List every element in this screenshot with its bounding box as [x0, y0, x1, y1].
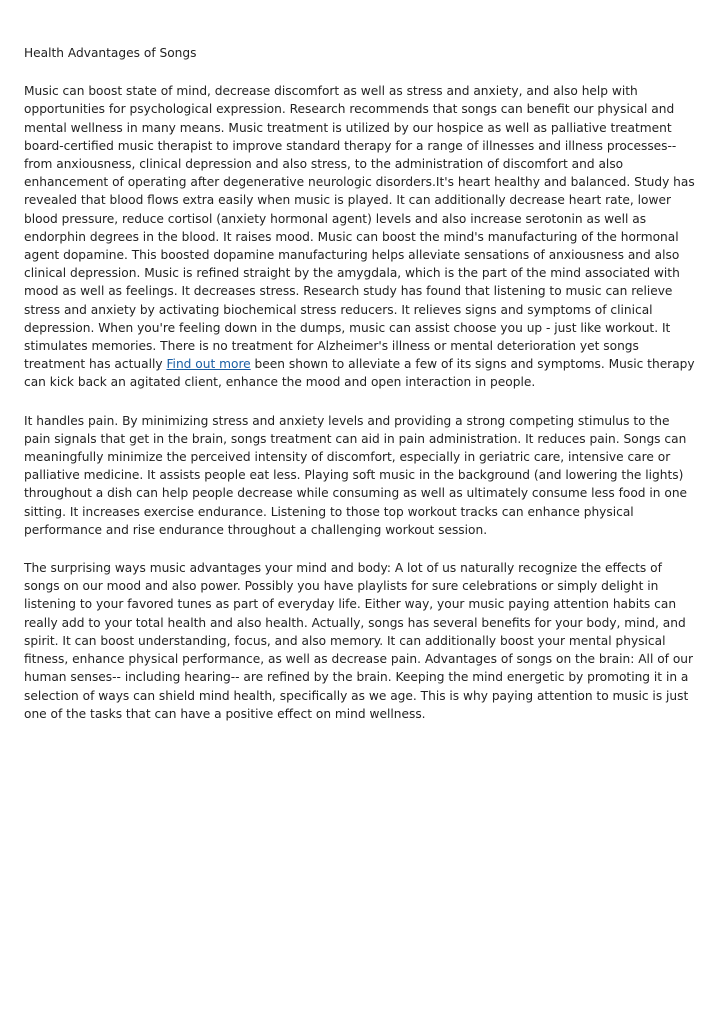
spacer [24, 392, 696, 412]
paragraph-3: The surprising ways music advantages your mind and body: A lot of us naturally recognize the effects of songs on our mood and also power. Possibly you have playlists for sure celebrations or simply delight in listening to your favored tunes as part of everyday life. Either way, your music paying attention habits can really add to your total health and also health. Actually, songs has several benefits for your body, mind, and spirit. It can boost understanding, focus, and also memory. It can additionally boost your mental physical fitness, enhance physical performance, as well as decrease pain. Advantages of songs on the brain: All of our human senses-- including hearing-- are refined by the brain. Keeping the mind energetic by promoting it in a selection of ways can shield mind health, specifically as we age. This is why paying attention to music is just one of the tasks that can have a positive effect on mind wellness. [24, 561, 694, 721]
paragraph-1 [24, 82, 696, 391]
spacer [24, 62, 696, 82]
document-title: Health Advantages of Songs [24, 46, 197, 60]
paragraph-1-text-end: been shown to alleviate a few of its signs and symptoms. Music therapy can kick back an agitated client, enhance the mood and open interaction in people. [24, 357, 695, 390]
find-out-more-link[interactable]: Find out more [166, 357, 251, 372]
paragraph-1-text-start: Music can boost state of mind, decrease discomfort as well as stress and anxiety, and also help with opportunities for psychological expression. Research recommends that songs can benefit our physical and mental wellness in many means. Music treatment is utilized by our hospice as well as palliative treatment board-certified music therapist to improve standard therapy for a range of illnesses and illness processes-- from anxiousness, clinical depression and also stress, to the administration of discomfort and also enhancement of operating after degenerative neurologic disorders.It's heart healthy and balanced. Study has revealed that blood flows extra easily when music is played. It can additionally decrease heart rate, lower blood pressure, reduce cortisol (anxiety hormonal agent) levels and also increase serotonin as well as endorphin degrees in the blood. It raises mood. Music can boost the mind's manufacturing of the hormonal agent dopamine. This boosted dopamine manufacturing helps alleviate sensations of anxiousness and also clinical depression. Music is refined straight by the amygdala, which is the part of the mind associated with mood as well as feelings. It decreases stress. Research study has found that listening to music can relieve stress and anxiety by activating biochemical stress reducers. It relieves signs and symptoms of clinical depression. When you're feeling down in the dumps, music can assist choose you up - just like workout. It stimulates memories. There is no treatment for Alzheimer's illness or mental deterioration yet songs treatment has actually [24, 84, 695, 372]
paragraph-2: It handles pain. By minimizing stress and anxiety levels and providing a strong competing stimulus to the pain signals that get in the brain, songs treatment can aid in pain administration. It reduces pain. Songs can meaningfully minimize the perceived intensity of discomfort, especially in geriatric care, intensive care or palliative medicine. It assists people eat less. Playing soft music in the background (and lowering the lights) throughout a dish can help people decrease while consuming as well as ultimately consume less food in one sitting. It increases exercise endurance. Listening to those top workout tracks can enhance physical performance and rise endurance throughout a challenging workout session. [24, 413, 688, 537]
document-page [24, 44, 696, 723]
spacer [24, 539, 696, 559]
